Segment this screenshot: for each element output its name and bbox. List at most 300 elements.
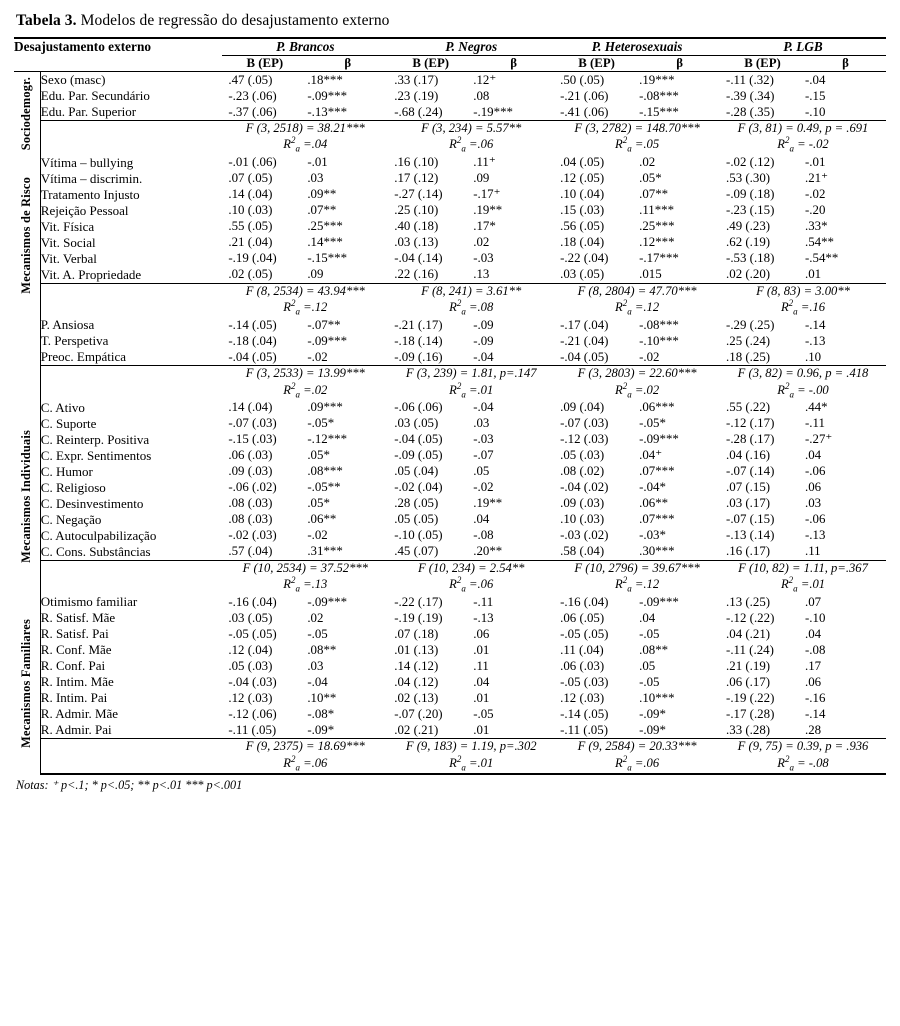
cell-value: .02 (.13) bbox=[394, 690, 439, 705]
cell-value: .09*** bbox=[307, 400, 343, 415]
cell-value: -.17 (.28) bbox=[726, 706, 775, 721]
cell-value: -.21 (.06) bbox=[560, 88, 609, 103]
cell-value: -.37 (.06) bbox=[228, 104, 277, 119]
cell-value: .17* bbox=[473, 219, 496, 234]
cell-value: .05 bbox=[473, 464, 490, 479]
table-row bbox=[14, 72, 886, 89]
stats-r2: $R^2_a =.01$ bbox=[449, 753, 494, 773]
cell-value: .11*** bbox=[639, 203, 675, 218]
table-row bbox=[14, 496, 886, 512]
stats-f: F (8, 2804) = 47.70*** bbox=[577, 283, 697, 298]
block-side-text: Mecanismos de Risco bbox=[19, 177, 34, 295]
cell-value: .08 (.02) bbox=[560, 464, 605, 479]
cell-value: .28 (.05) bbox=[394, 496, 439, 511]
table-row bbox=[14, 416, 886, 432]
cell-value: -.05 bbox=[639, 674, 660, 689]
cell-value: -.02 (.04) bbox=[394, 480, 443, 495]
cell-value: .08*** bbox=[307, 464, 343, 479]
cell-value: -.05 bbox=[473, 706, 494, 721]
stats-cell-2 bbox=[554, 739, 720, 774]
table-row bbox=[14, 626, 886, 642]
cell-value: .31*** bbox=[307, 544, 343, 559]
cell-value: -.09 (.16) bbox=[394, 349, 443, 364]
cell-value: .08 bbox=[473, 88, 490, 103]
table-row bbox=[14, 187, 886, 203]
cell-value: .08 (.03) bbox=[228, 512, 273, 527]
stats-f: F (9, 75) = 0.39, p = .936 bbox=[737, 739, 869, 754]
cell-value: -.11 (.24) bbox=[726, 642, 774, 657]
stats-spacer bbox=[40, 560, 222, 594]
stats-r2: $R^2_a =.02$ bbox=[283, 380, 328, 400]
cell-value: .05 (.04) bbox=[394, 464, 439, 479]
cell-value: -.04* bbox=[639, 480, 666, 495]
cell-value: .12 (.03) bbox=[228, 690, 273, 705]
table-row bbox=[14, 88, 886, 104]
row-label: C. Religioso bbox=[40, 479, 106, 495]
stats-r2: $R^2_a =.12$ bbox=[615, 297, 660, 317]
cell-value: .02 bbox=[639, 155, 656, 170]
cell-value: -.04 (.05) bbox=[228, 349, 277, 364]
cell-value: -.09*** bbox=[639, 432, 679, 447]
header-b-3: B (EP) bbox=[720, 56, 805, 72]
cell-value: .11⁺ bbox=[473, 155, 496, 170]
stats-cell-2 bbox=[554, 366, 720, 400]
cell-value: .03 bbox=[473, 416, 490, 431]
cell-value: -.02 bbox=[804, 187, 826, 202]
cell-value: .53 (.30) bbox=[726, 171, 771, 186]
stats-f: F (10, 234) = 2.54** bbox=[417, 560, 525, 575]
stats-cell-1 bbox=[388, 560, 554, 594]
cell-value: .01 bbox=[473, 722, 490, 737]
cell-value: .25 (.24) bbox=[726, 333, 771, 348]
header-beta-2: β bbox=[639, 56, 720, 72]
cell-value: .08 (.03) bbox=[228, 496, 273, 511]
cell-value: .21 (.04) bbox=[228, 235, 273, 250]
cell-value: -.09*** bbox=[307, 333, 348, 348]
row-label: C. Suporte bbox=[40, 415, 97, 431]
block-side-text: Mecanismos Individuais bbox=[19, 430, 34, 564]
cell-value: .25 (.10) bbox=[394, 203, 439, 218]
table-caption bbox=[16, 12, 886, 30]
table-row bbox=[14, 512, 886, 528]
stats-f: F (8, 241) = 3.61** bbox=[421, 283, 522, 298]
cell-value: .47 (.05) bbox=[228, 72, 273, 87]
cell-value: .04 (.21) bbox=[726, 626, 771, 641]
cell-value: .10 (.03) bbox=[228, 203, 273, 218]
stats-f: F (9, 2584) = 20.33*** bbox=[577, 739, 697, 754]
row-label: R. Intim. Pai bbox=[40, 690, 108, 706]
stats-f: F (3, 234) = 5.57** bbox=[421, 121, 522, 135]
cell-value: -.12 (.03) bbox=[560, 432, 609, 447]
stats-r2: $R^2_a =.06$ bbox=[615, 753, 660, 773]
header-b-2: B (EP) bbox=[554, 56, 639, 72]
cell-value: .18*** bbox=[307, 72, 343, 87]
cell-value: .21 (.19) bbox=[726, 658, 771, 673]
cell-value: -.07 (.15) bbox=[726, 512, 775, 527]
stats-cell-0 bbox=[222, 560, 388, 594]
cell-value: .11 bbox=[473, 658, 489, 673]
cell-value: -.22 (.17) bbox=[394, 594, 443, 609]
cell-value: .10 (.03) bbox=[560, 512, 605, 527]
stats-cell-0 bbox=[222, 283, 388, 317]
table-row bbox=[14, 317, 886, 333]
row-label: R. Admir. Pai bbox=[40, 722, 112, 738]
row-label: Vit. Social bbox=[40, 234, 96, 250]
stats-r2: $R^2_a =.05$ bbox=[615, 135, 660, 155]
row-label: Preoc. Empática bbox=[40, 349, 126, 365]
cell-value: -.07 (.20) bbox=[394, 706, 443, 721]
cell-value: .07*** bbox=[639, 512, 675, 527]
cell-value: .09** bbox=[307, 187, 337, 202]
cell-value: .30*** bbox=[639, 544, 675, 559]
cell-value: -.17⁺ bbox=[473, 187, 501, 202]
stats-cell-1 bbox=[388, 283, 554, 317]
cell-value: .04 bbox=[804, 448, 822, 463]
cell-value: .06 (.17) bbox=[726, 674, 771, 689]
block-side-text: Sociodemogr. bbox=[19, 76, 34, 150]
row-label: P. Ansiosa bbox=[40, 317, 95, 333]
row-label: R. Intim. Mãe bbox=[40, 674, 114, 690]
cell-value: -.28 (.35) bbox=[726, 104, 775, 119]
cell-value: .07** bbox=[307, 203, 337, 218]
block-side-label-2 bbox=[14, 317, 40, 400]
table-row bbox=[14, 251, 886, 267]
stats-r2: $R^2_a =.02$ bbox=[615, 380, 660, 400]
row-label: R. Admir. Mãe bbox=[40, 706, 119, 722]
block-side-label-3 bbox=[14, 400, 40, 595]
cell-value: .19** bbox=[473, 203, 503, 218]
cell-value: .015 bbox=[639, 267, 662, 282]
cell-value: .23 (.19) bbox=[394, 88, 439, 103]
cell-value: -.16 bbox=[804, 690, 826, 705]
cell-value: -.13 bbox=[804, 528, 826, 543]
cell-value: -.21 (.17) bbox=[394, 317, 443, 332]
cell-value: .14 (.04) bbox=[228, 187, 273, 202]
cell-value: .04 (.05) bbox=[560, 155, 605, 170]
stats-r2: $R^2_a = -.08$ bbox=[777, 753, 829, 773]
row-label: R. Satisf. Pai bbox=[40, 626, 109, 642]
stats-f: F (3, 2782) = 148.70*** bbox=[574, 121, 700, 135]
cell-value: -.09* bbox=[307, 722, 335, 737]
cell-value: -.08 bbox=[473, 528, 494, 543]
cell-value: -.29 (.25) bbox=[726, 317, 775, 332]
cell-value: .03 (.05) bbox=[560, 267, 605, 282]
row-label: Tratamento Injusto bbox=[40, 186, 140, 202]
header-b-0: B (EP) bbox=[222, 56, 307, 72]
cell-value: .09 (.03) bbox=[228, 464, 273, 479]
cell-value: .04⁺ bbox=[639, 448, 663, 463]
caption-text: Modelos de regressão do desajustamento externo bbox=[76, 12, 390, 29]
table-row bbox=[14, 155, 886, 171]
cell-value: .06** bbox=[307, 512, 337, 527]
table-row bbox=[14, 349, 886, 366]
header-beta-3: β bbox=[805, 56, 886, 72]
block-side-label-1 bbox=[14, 155, 40, 318]
stats-f: F (8, 83) = 3.00** bbox=[756, 283, 850, 298]
cell-value: -.10 (.05) bbox=[394, 528, 443, 543]
cell-value: -.03 bbox=[473, 251, 494, 266]
cell-value: .10 bbox=[804, 349, 822, 364]
cell-value: -.01 (.06) bbox=[228, 155, 277, 170]
cell-value: -.10 bbox=[804, 104, 826, 119]
cell-value: -.02 (.03) bbox=[228, 528, 277, 543]
stats-r2: $R^2_a =.06$ bbox=[449, 135, 494, 155]
cell-value: .18 (.04) bbox=[560, 235, 605, 250]
row-label: Vit. A. Propriedade bbox=[40, 266, 142, 282]
row-label: Edu. Par. Secundário bbox=[40, 88, 150, 103]
block-side-label-0 bbox=[14, 72, 40, 155]
cell-value: .58 (.04) bbox=[560, 544, 605, 559]
cell-value: -.19*** bbox=[473, 104, 513, 119]
cell-value: -.17*** bbox=[639, 251, 679, 266]
table-row bbox=[14, 432, 886, 448]
cell-value: .10 (.04) bbox=[560, 187, 605, 202]
cell-value: .17 bbox=[804, 658, 822, 673]
cell-value: -.15 (.03) bbox=[228, 432, 277, 447]
cell-value: -.14 bbox=[804, 706, 826, 721]
cell-value: .50 (.05) bbox=[560, 72, 605, 87]
cell-value: .14*** bbox=[307, 235, 343, 250]
block-side-text: Mecanismos Familiares bbox=[19, 619, 34, 749]
stats-spacer bbox=[40, 366, 222, 400]
cell-value: -.13 bbox=[804, 333, 826, 348]
stats-r2: $R^2_a =.04$ bbox=[283, 135, 328, 155]
cell-value: -.08 bbox=[804, 642, 826, 657]
cell-value: -.53 (.18) bbox=[726, 251, 775, 266]
stats-cell-3 bbox=[720, 283, 886, 317]
stats-spacer bbox=[40, 121, 222, 155]
cell-value: .12*** bbox=[639, 235, 675, 250]
cell-value: .06 (.03) bbox=[560, 658, 605, 673]
regression-table bbox=[14, 37, 886, 775]
cell-value: -.07 bbox=[473, 448, 494, 463]
cell-value: .07 (.15) bbox=[726, 480, 771, 495]
table-row bbox=[14, 690, 886, 706]
cell-value: .09 (.04) bbox=[560, 400, 605, 415]
stats-r2: $R^2_a =.01$ bbox=[780, 575, 826, 594]
cell-value: -.16 (.04) bbox=[560, 594, 609, 609]
row-label: Sexo (masc) bbox=[40, 72, 106, 87]
table-notes: Notas: ⁺ p<.1; * p<.05; ** p<.01 *** p<.001 bbox=[16, 777, 243, 792]
block-stats-row bbox=[14, 366, 886, 400]
cell-value: .33 (.17) bbox=[394, 72, 439, 87]
cell-value: .05 bbox=[639, 658, 656, 673]
cell-value: -.05* bbox=[307, 416, 335, 431]
table-row bbox=[14, 203, 886, 219]
table-row bbox=[14, 235, 886, 251]
cell-value: -.09*** bbox=[639, 594, 679, 609]
cell-value: .03 bbox=[307, 658, 324, 673]
cell-value: .05* bbox=[639, 171, 662, 186]
cell-value: -.05 (.05) bbox=[560, 626, 609, 641]
cell-value: -.05* bbox=[639, 416, 666, 431]
cell-value: -.18 (.14) bbox=[394, 333, 443, 348]
cell-value: .02 (.21) bbox=[394, 722, 439, 737]
cell-value: .44* bbox=[804, 400, 828, 415]
stats-r2: $R^2_a =.12$ bbox=[283, 297, 328, 317]
stats-cell-3 bbox=[720, 739, 886, 774]
cell-value: .02 (.20) bbox=[726, 267, 771, 282]
stats-cell-0 bbox=[222, 121, 388, 155]
caption-label: Tabela 3. bbox=[16, 12, 77, 29]
cell-value: -.19 (.04) bbox=[228, 251, 277, 266]
cell-value: -.07 (.03) bbox=[560, 416, 609, 431]
row-label: C. Expr. Sentimentos bbox=[40, 447, 152, 463]
cell-value: .06 (.05) bbox=[560, 610, 605, 625]
cell-value: -.10 bbox=[804, 610, 826, 625]
cell-value: -.23 (.15) bbox=[726, 203, 775, 218]
cell-value: -.03 bbox=[473, 432, 494, 447]
cell-value: .06 bbox=[804, 480, 822, 495]
stats-f: F (10, 2796) = 39.67*** bbox=[574, 560, 700, 575]
cell-value: -.15*** bbox=[307, 251, 348, 266]
table-row bbox=[14, 400, 886, 416]
cell-value: .33* bbox=[804, 219, 828, 234]
header-group-3: P. LGB bbox=[720, 38, 886, 56]
cell-value: .19** bbox=[473, 496, 503, 511]
header-b-1: B (EP) bbox=[388, 56, 473, 72]
cell-value: .45 (.07) bbox=[394, 544, 439, 559]
cell-value: -.09*** bbox=[307, 88, 348, 103]
cell-value: -.04 (.05) bbox=[560, 349, 609, 364]
stats-f: F (3, 2533) = 13.99*** bbox=[245, 366, 365, 381]
cell-value: .06 (.03) bbox=[228, 448, 273, 463]
table-row bbox=[14, 333, 886, 349]
cell-value: .13 (.25) bbox=[726, 594, 771, 609]
cell-value: .04 bbox=[804, 626, 822, 641]
cell-value: -.09* bbox=[639, 722, 666, 737]
cell-value: -.12*** bbox=[307, 432, 348, 447]
cell-value: -.22 (.04) bbox=[560, 251, 609, 266]
cell-value: -.27 (.14) bbox=[394, 187, 443, 202]
cell-value: .12 (.05) bbox=[560, 171, 605, 186]
block-stats-row bbox=[14, 283, 886, 317]
cell-value: .08** bbox=[307, 642, 337, 657]
cell-value: -.11 (.32) bbox=[726, 72, 774, 87]
table-row bbox=[14, 528, 886, 544]
header-row-sub bbox=[14, 56, 886, 72]
table-row bbox=[14, 171, 886, 187]
cell-value: .16 (.10) bbox=[394, 155, 439, 170]
cell-value: .49 (.23) bbox=[726, 219, 771, 234]
cell-value: -.54** bbox=[804, 251, 839, 266]
cell-value: -.19 (.19) bbox=[394, 610, 443, 625]
table-row bbox=[14, 706, 886, 722]
stats-r2: $R^2_a =.01$ bbox=[449, 380, 494, 400]
cell-value: .08** bbox=[639, 642, 669, 657]
cell-value: -.11 bbox=[804, 416, 825, 431]
cell-value: -.28 (.17) bbox=[726, 432, 775, 447]
stats-f: F (3, 2803) = 22.60*** bbox=[577, 366, 697, 381]
cell-value: -.06 (.02) bbox=[228, 480, 277, 495]
cell-value: .05 (.03) bbox=[560, 448, 605, 463]
row-label: Rejeição Pessoal bbox=[40, 202, 129, 218]
table-row bbox=[14, 480, 886, 496]
cell-value: -.09* bbox=[639, 706, 666, 721]
row-label: C. Ativo bbox=[40, 399, 85, 415]
cell-value: -.10*** bbox=[639, 333, 679, 348]
stats-f: F (3, 2518) = 38.21*** bbox=[245, 121, 365, 135]
table-row bbox=[14, 464, 886, 480]
row-label: Vítima – discrimin. bbox=[40, 170, 143, 186]
row-label: Vit. Verbal bbox=[40, 250, 97, 266]
cell-value: -.04 (.05) bbox=[394, 432, 443, 447]
cell-value: -.11 (.05) bbox=[560, 722, 608, 737]
cell-value: -.12 (.17) bbox=[726, 416, 775, 431]
cell-value: -.05 bbox=[639, 626, 660, 641]
cell-value: .09 bbox=[307, 267, 324, 282]
cell-value: .25*** bbox=[307, 219, 343, 234]
row-label: C. Reinterp. Positiva bbox=[40, 431, 150, 447]
cell-value: -.09*** bbox=[307, 594, 348, 609]
cell-value: -.02 (.12) bbox=[726, 155, 775, 170]
cell-value: .11 (.04) bbox=[560, 642, 604, 657]
cell-value: -.01 bbox=[307, 155, 328, 170]
row-label: C. Autoculpabilização bbox=[40, 527, 157, 543]
cell-value: -.06 bbox=[804, 464, 826, 479]
stats-f: F (10, 82) = 1.11, p=.367 bbox=[738, 560, 868, 575]
cell-value: .03 bbox=[307, 171, 324, 186]
row-label: C. Cons. Substâncias bbox=[40, 543, 151, 559]
cell-value: -.41 (.06) bbox=[560, 104, 609, 119]
table-row bbox=[14, 610, 886, 626]
cell-value: .03 (.13) bbox=[394, 235, 439, 250]
stats-cell-3 bbox=[720, 560, 886, 594]
stats-f: F (8, 2534) = 43.94*** bbox=[245, 283, 365, 298]
stats-spacer bbox=[40, 283, 222, 317]
cell-value: -.13 (.14) bbox=[726, 528, 775, 543]
stats-f: F (3, 81) = 0.49, p = .691 bbox=[737, 121, 869, 135]
cell-value: .54** bbox=[804, 235, 834, 250]
cell-value: .09 (.03) bbox=[560, 496, 605, 511]
cell-value: .09 bbox=[473, 171, 490, 186]
row-label: C. Desinvestimento bbox=[40, 495, 144, 511]
header-beta-1: β bbox=[473, 56, 554, 72]
cell-value: .06 bbox=[473, 626, 490, 641]
cell-value: .02 bbox=[473, 235, 490, 250]
cell-value: -.04 bbox=[473, 400, 494, 415]
cell-value: -.08*** bbox=[639, 317, 679, 332]
stats-cell-2 bbox=[554, 560, 720, 594]
stats-r2: $R^2_a =.06$ bbox=[283, 753, 328, 773]
row-label: Vítima – bullying bbox=[40, 154, 134, 170]
cell-value: .12 (.03) bbox=[560, 690, 605, 705]
cell-value: -.21 (.04) bbox=[560, 333, 609, 348]
cell-value: .22 (.16) bbox=[394, 267, 439, 282]
cell-value: .05* bbox=[307, 496, 330, 511]
stats-cell-1 bbox=[388, 739, 554, 774]
cell-value: -.15 bbox=[804, 88, 826, 103]
cell-value: .01 bbox=[473, 642, 490, 657]
cell-value: .06*** bbox=[639, 400, 675, 415]
cell-value: .25*** bbox=[639, 219, 675, 234]
cell-value: .07 bbox=[804, 594, 822, 609]
cell-value: .01 bbox=[804, 267, 822, 282]
cell-value: .01 bbox=[473, 690, 490, 705]
cell-value: -.13*** bbox=[307, 104, 348, 119]
stats-cell-0 bbox=[222, 366, 388, 400]
cell-value: -.14 bbox=[804, 317, 826, 332]
stats-f: F (10, 2534) = 37.52*** bbox=[242, 560, 368, 575]
stats-r2: $R^2_a = -.02$ bbox=[777, 135, 829, 155]
cell-value: .07 (.18) bbox=[394, 626, 439, 641]
cell-value: -.09 bbox=[473, 333, 494, 348]
row-label: Vit. Física bbox=[40, 218, 95, 234]
header-group-2: P. Heterosexuais bbox=[554, 38, 720, 56]
stats-r2: $R^2_a =.08$ bbox=[449, 297, 494, 317]
cell-value: -.09 bbox=[473, 317, 494, 332]
cell-value: -.03* bbox=[639, 528, 666, 543]
